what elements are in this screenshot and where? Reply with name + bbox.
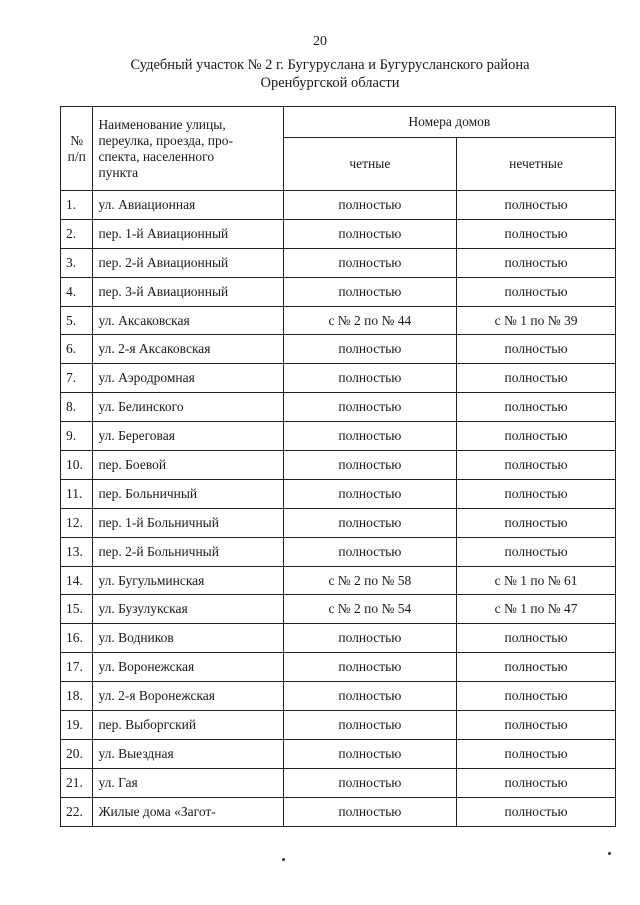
row-even-houses: полностью: [283, 739, 456, 768]
row-even-houses: полностью: [283, 248, 456, 277]
row-even-houses: полностью: [283, 768, 456, 797]
row-odd-houses: с № 1 по № 39: [457, 306, 616, 335]
table-row: [61, 191, 616, 220]
row-number: 18.: [61, 682, 93, 711]
header-street-name: [93, 107, 283, 191]
row-number: 14.: [61, 566, 93, 595]
row-street-name: ул. 2-я Воронежская: [93, 682, 283, 711]
row-odd-houses: полностью: [457, 739, 616, 768]
row-number: 16.: [61, 624, 93, 653]
header-name-line: спекта, населенного: [98, 148, 215, 164]
row-street-name: пер. 3-й Авиационный: [93, 277, 283, 306]
table-row: [61, 768, 616, 797]
row-odd-houses: полностью: [457, 768, 616, 797]
row-even-houses: полностью: [283, 797, 456, 826]
row-street-name: ул. Бузулукская: [93, 595, 283, 624]
row-even-houses: полностью: [283, 422, 456, 451]
header-number-line: п/п: [67, 148, 86, 164]
row-number: 17.: [61, 653, 93, 682]
table-row: [61, 739, 616, 768]
row-number: 4.: [61, 277, 93, 306]
row-even-houses: полностью: [283, 393, 456, 422]
row-even-houses: с № 2 по № 44: [283, 306, 456, 335]
table-row: [61, 508, 616, 537]
row-odd-houses: полностью: [457, 364, 616, 393]
row-number: 13.: [61, 537, 93, 566]
row-number: 20.: [61, 739, 93, 768]
row-street-name: пер. 2-й Больничный: [93, 537, 283, 566]
document-title: [60, 56, 600, 92]
title-line-2: Оренбургской области: [260, 75, 400, 91]
table-row: [61, 219, 616, 248]
row-number: 15.: [61, 595, 93, 624]
row-odd-houses: полностью: [457, 393, 616, 422]
row-odd-houses: полностью: [457, 277, 616, 306]
row-number: 9.: [61, 422, 93, 451]
row-even-houses: полностью: [283, 219, 456, 248]
row-street-name: пер. Выборгский: [93, 711, 283, 740]
row-even-houses: полностью: [283, 682, 456, 711]
row-street-name: ул. Авиационная: [93, 191, 283, 220]
row-odd-houses: полностью: [457, 508, 616, 537]
header-even: четные: [283, 138, 456, 191]
table-row: [61, 364, 616, 393]
table-row: [61, 682, 616, 711]
row-even-houses: полностью: [283, 537, 456, 566]
row-street-name: ул. Выездная: [93, 739, 283, 768]
header-number-line: №: [70, 132, 84, 148]
row-odd-houses: полностью: [457, 335, 616, 364]
row-street-name: пер. 2-й Авиационный: [93, 248, 283, 277]
row-even-houses: с № 2 по № 54: [283, 595, 456, 624]
row-odd-houses: с № 1 по № 61: [457, 566, 616, 595]
row-street-name: ул. Водников: [93, 624, 283, 653]
row-odd-houses: полностью: [457, 797, 616, 826]
row-number: 6.: [61, 335, 93, 364]
header-house-numbers: Номера домов: [283, 107, 615, 138]
header-name-line: переулка, проезда, про-: [98, 132, 234, 148]
row-number: 22.: [61, 797, 93, 826]
table-row: [61, 624, 616, 653]
row-odd-houses: с № 1 по № 47: [457, 595, 616, 624]
row-number: 7.: [61, 364, 93, 393]
table-row: [61, 248, 616, 277]
row-even-houses: полностью: [283, 364, 456, 393]
row-odd-houses: полностью: [457, 537, 616, 566]
row-even-houses: полностью: [283, 277, 456, 306]
row-number: 21.: [61, 768, 93, 797]
row-street-name: ул. Гая: [93, 768, 283, 797]
table-row: [61, 335, 616, 364]
row-odd-houses: полностью: [457, 653, 616, 682]
row-street-name: ул. Береговая: [93, 422, 283, 451]
row-odd-houses: полностью: [457, 451, 616, 480]
row-odd-houses: полностью: [457, 479, 616, 508]
table-row: [61, 653, 616, 682]
row-number: 2.: [61, 219, 93, 248]
row-even-houses: с № 2 по № 58: [283, 566, 456, 595]
row-even-houses: полностью: [283, 191, 456, 220]
row-number: 3.: [61, 248, 93, 277]
row-odd-houses: полностью: [457, 624, 616, 653]
row-even-houses: полностью: [283, 479, 456, 508]
row-street-name: Жилые дома «Загот-: [93, 797, 283, 826]
row-odd-houses: полностью: [457, 191, 616, 220]
table-row: [61, 422, 616, 451]
table-row: [61, 277, 616, 306]
row-street-name: ул. Воронежская: [93, 653, 283, 682]
scan-speck: [608, 852, 611, 855]
row-number: 10.: [61, 451, 93, 480]
row-number: 5.: [61, 306, 93, 335]
header-number: [61, 107, 93, 191]
row-street-name: пер. 1-й Больничный: [93, 508, 283, 537]
row-odd-houses: полностью: [457, 422, 616, 451]
table-row: [61, 306, 616, 335]
table-row: [61, 595, 616, 624]
row-street-name: ул. Бугульминская: [93, 566, 283, 595]
row-number: 1.: [61, 191, 93, 220]
row-street-name: ул. Аэродромная: [93, 364, 283, 393]
row-odd-houses: полностью: [457, 219, 616, 248]
row-even-houses: полностью: [283, 451, 456, 480]
table-row: [61, 797, 616, 826]
scan-speck: [282, 858, 285, 861]
row-street-name: ул. Белинского: [93, 393, 283, 422]
table-row: [61, 393, 616, 422]
row-odd-houses: полностью: [457, 248, 616, 277]
table-row: [61, 479, 616, 508]
row-number: 11.: [61, 479, 93, 508]
streets-table: [60, 106, 616, 827]
row-street-name: ул. 2-я Аксаковская: [93, 335, 283, 364]
table-row: [61, 537, 616, 566]
row-number: 19.: [61, 711, 93, 740]
row-street-name: пер. Больничный: [93, 479, 283, 508]
row-odd-houses: полностью: [457, 682, 616, 711]
row-even-houses: полностью: [283, 711, 456, 740]
page-number: 20: [313, 34, 327, 49]
table-row: [61, 711, 616, 740]
row-number: 12.: [61, 508, 93, 537]
row-street-name: пер. 1-й Авиационный: [93, 219, 283, 248]
header-name-line: пункта: [98, 164, 139, 180]
header-odd: нечетные: [457, 138, 616, 191]
table-row: [61, 451, 616, 480]
row-street-name: пер. Боевой: [93, 451, 283, 480]
row-even-houses: полностью: [283, 624, 456, 653]
table-row: [61, 566, 616, 595]
title-line-1: Судебный участок № 2 г. Бугуруслана и Бугурусланского района: [130, 57, 530, 73]
row-number: 8.: [61, 393, 93, 422]
header-name-line: Наименование улицы,: [98, 116, 226, 132]
row-even-houses: полностью: [283, 653, 456, 682]
row-even-houses: полностью: [283, 335, 456, 364]
row-even-houses: полностью: [283, 508, 456, 537]
row-odd-houses: полностью: [457, 711, 616, 740]
row-street-name: ул. Аксаковская: [93, 306, 283, 335]
